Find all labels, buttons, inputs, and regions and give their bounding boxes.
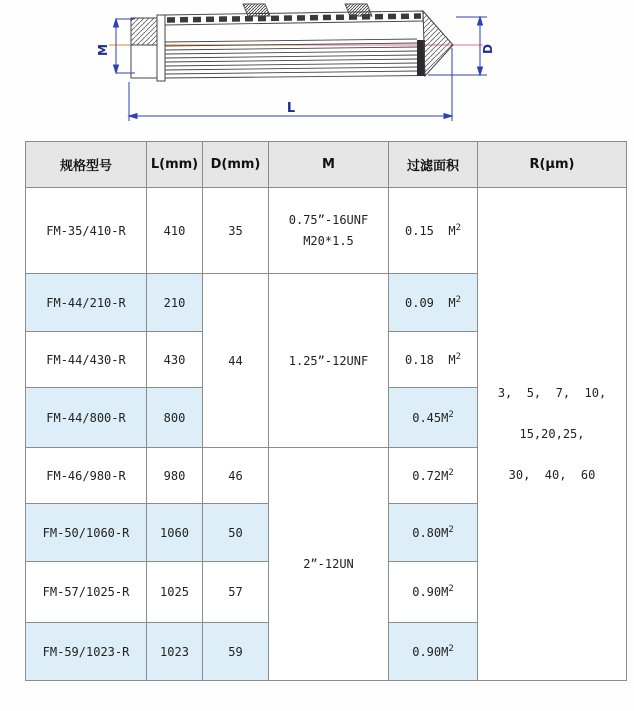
weave-patch — [243, 4, 270, 16]
micron-line-1: 3, 5, 7, 10, — [497, 386, 607, 400]
header-micron: R(μm) — [478, 142, 627, 188]
header-length: L(mm) — [147, 142, 203, 188]
cell-area: 0.18 $M^2$ — [389, 332, 478, 388]
cell-diameter: 57 — [203, 562, 269, 623]
collar-ring — [157, 15, 165, 81]
cone-tip — [423, 11, 453, 76]
cell-diameter: 50 — [203, 504, 269, 562]
cell-length: 210 — [147, 274, 203, 332]
filter-body — [165, 4, 425, 78]
dim-l-label: L — [286, 101, 296, 116]
cell-length: 1060 — [147, 504, 203, 562]
cell-diameter: 46 — [203, 448, 269, 504]
cell-diameter-merged: 44 — [203, 274, 269, 448]
cell-length: 800 — [147, 388, 203, 448]
cell-model: FM-44/430-R — [26, 332, 147, 388]
header-thread: M — [269, 142, 389, 188]
weave-patch — [345, 4, 372, 16]
cell-diameter: 35 — [203, 188, 269, 274]
micron-line-2: 15,20,25, — [519, 427, 585, 441]
cell-model: FM-57/1025-R — [26, 562, 147, 623]
cell-length: 1023 — [147, 623, 203, 681]
cell-area: $0.90M^2$ — [389, 623, 478, 681]
cell-diameter: 59 — [203, 623, 269, 681]
filter-drawing-svg — [95, 2, 515, 130]
thread-line-2: M20*1.5 — [303, 234, 354, 248]
cell-model: FM-44/210-R — [26, 274, 147, 332]
dim-m-label: M — [96, 44, 110, 56]
header-model: 规格型号 — [26, 142, 147, 188]
cell-area: $0.45M^2$ — [389, 388, 478, 448]
dim-d-label: D — [481, 44, 495, 54]
cell-length: 410 — [147, 188, 203, 274]
micron-line-3: 30, 40, 60 — [508, 468, 596, 482]
header-row — [26, 142, 627, 188]
cell-micron-ratings — [478, 188, 627, 681]
cell-model: FM-35/410-R — [26, 188, 147, 274]
cell-area: $0.90M^2$ — [389, 562, 478, 623]
cell-model: FM-59/1023-R — [26, 623, 147, 681]
filter-technical-drawing — [95, 2, 515, 130]
cell-length: 430 — [147, 332, 203, 388]
cell-thread-merged: 1.25”-12UNF — [269, 274, 389, 448]
mesh-band — [165, 11, 423, 25]
cell-model: FM-50/1060-R — [26, 504, 147, 562]
cell-model: FM-46/980-R — [26, 448, 147, 504]
header-diameter: D(mm) — [203, 142, 269, 188]
table-row — [26, 188, 627, 274]
header-area: 过滤面积 — [389, 142, 478, 188]
cell-area: 0.15 $M^2$ — [389, 188, 478, 274]
cell-length: 1025 — [147, 562, 203, 623]
cell-length: 980 — [147, 448, 203, 504]
spec-table — [25, 141, 627, 681]
cell-thread — [269, 188, 389, 274]
end-nut — [131, 15, 165, 81]
cell-area: $0.80M^2$ — [389, 504, 478, 562]
cell-area: 0.09 $M^2$ — [389, 274, 478, 332]
cell-area: $0.72M^2$ — [389, 448, 478, 504]
thread-line-1: 0.75”-16UNF — [288, 213, 369, 227]
cell-thread-merged: 2”-12UN — [269, 448, 389, 681]
cell-model: FM-44/800-R — [26, 388, 147, 448]
